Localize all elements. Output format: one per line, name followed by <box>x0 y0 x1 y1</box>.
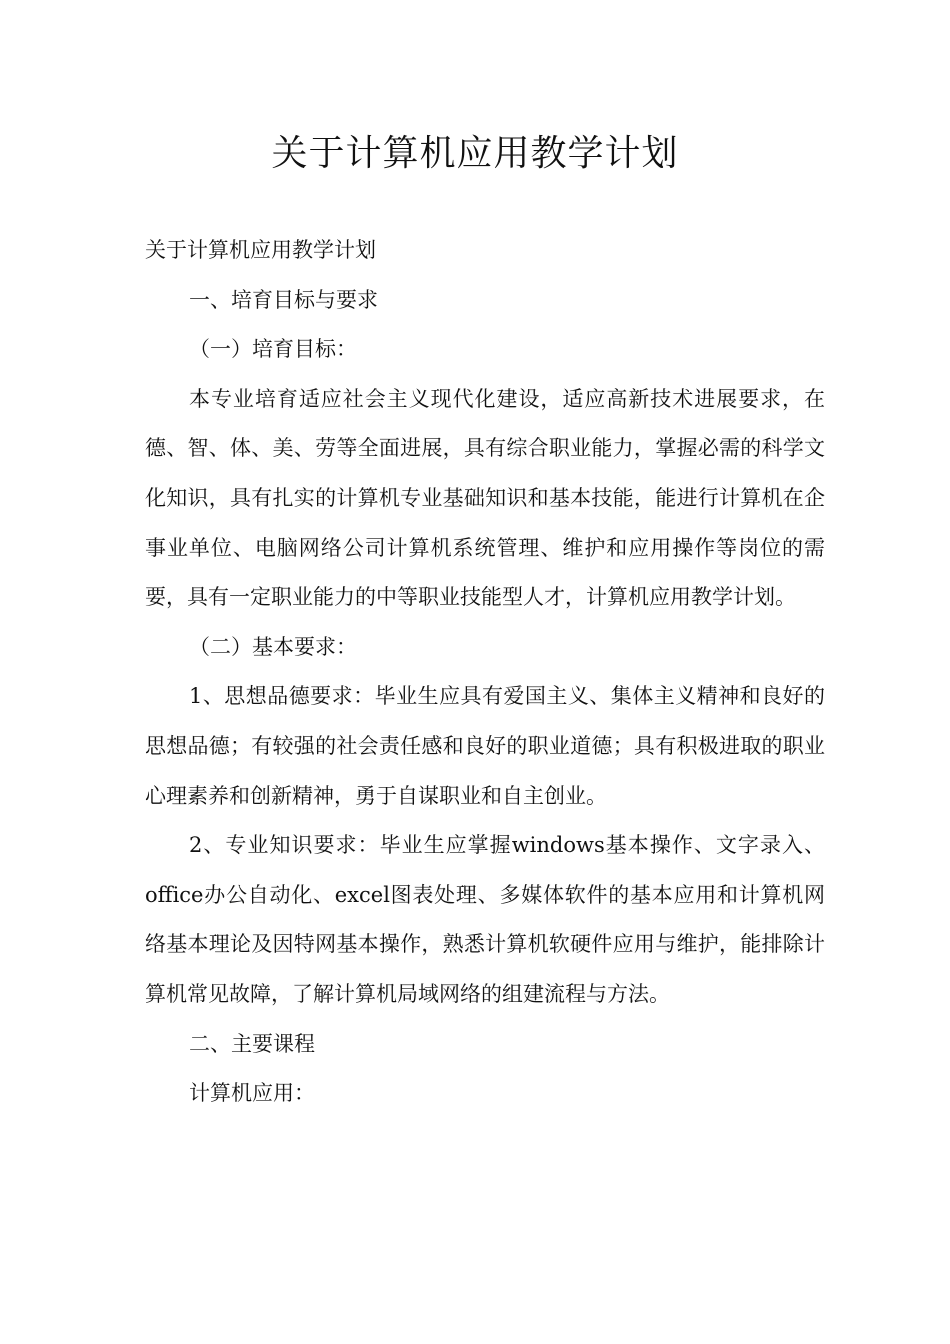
paragraph-knowledge-requirements: 2、专业知识要求：毕业生应掌握windows基本操作、文字录入、office办公自动化、excel图表处理、多媒体软件的基本应用和计算机网络基本理论及因特网基本操作，熟悉计算机软硬件应用与维护，能排除计算机常见故障，了解计算机局域网络的组建流程与方法。 <box>145 833 825 1006</box>
subsection-heading-basic-requirements: （二）基本要求： <box>189 634 357 659</box>
section-heading-goals: 一、培育目标与要求 <box>189 287 378 312</box>
paragraph-moral-requirements: 1、思想品德要求：毕业生应具有爱国主义、集体主义精神和良好的思想品德；有较强的社会责任感和良好的职业道德；具有积极进取的职业心理素养和创新精神，勇于自谋职业和自主创业。 <box>145 684 825 808</box>
paragraph-subtitle: 关于计算机应用教学计划 <box>145 238 376 262</box>
paragraph-training-goal: 本专业培育适应社会主义现代化建设，适应高新技术进展要求，在德、智、体、美、劳等全面进展，具有综合职业能力，掌握必需的科学文化知识，具有扎实的计算机专业基础知识和基本技能，能进行计算机在企事业单位、电脑网络公司计算机系统管理、维护和应用操作等岗位的需要，具有一定职业能力的中等职业技能型人才，计算机应用教学计划。 <box>145 386 825 610</box>
paragraph-computer-application: 计算机应用： <box>189 1081 315 1106</box>
document-body <box>145 226 825 1119</box>
subsection-heading-training-goal: （一）培育目标： <box>189 337 357 362</box>
document-title: 关于计算机应用教学计划 <box>271 133 679 174</box>
section-heading-main-courses: 二、主要课程 <box>189 1031 315 1056</box>
